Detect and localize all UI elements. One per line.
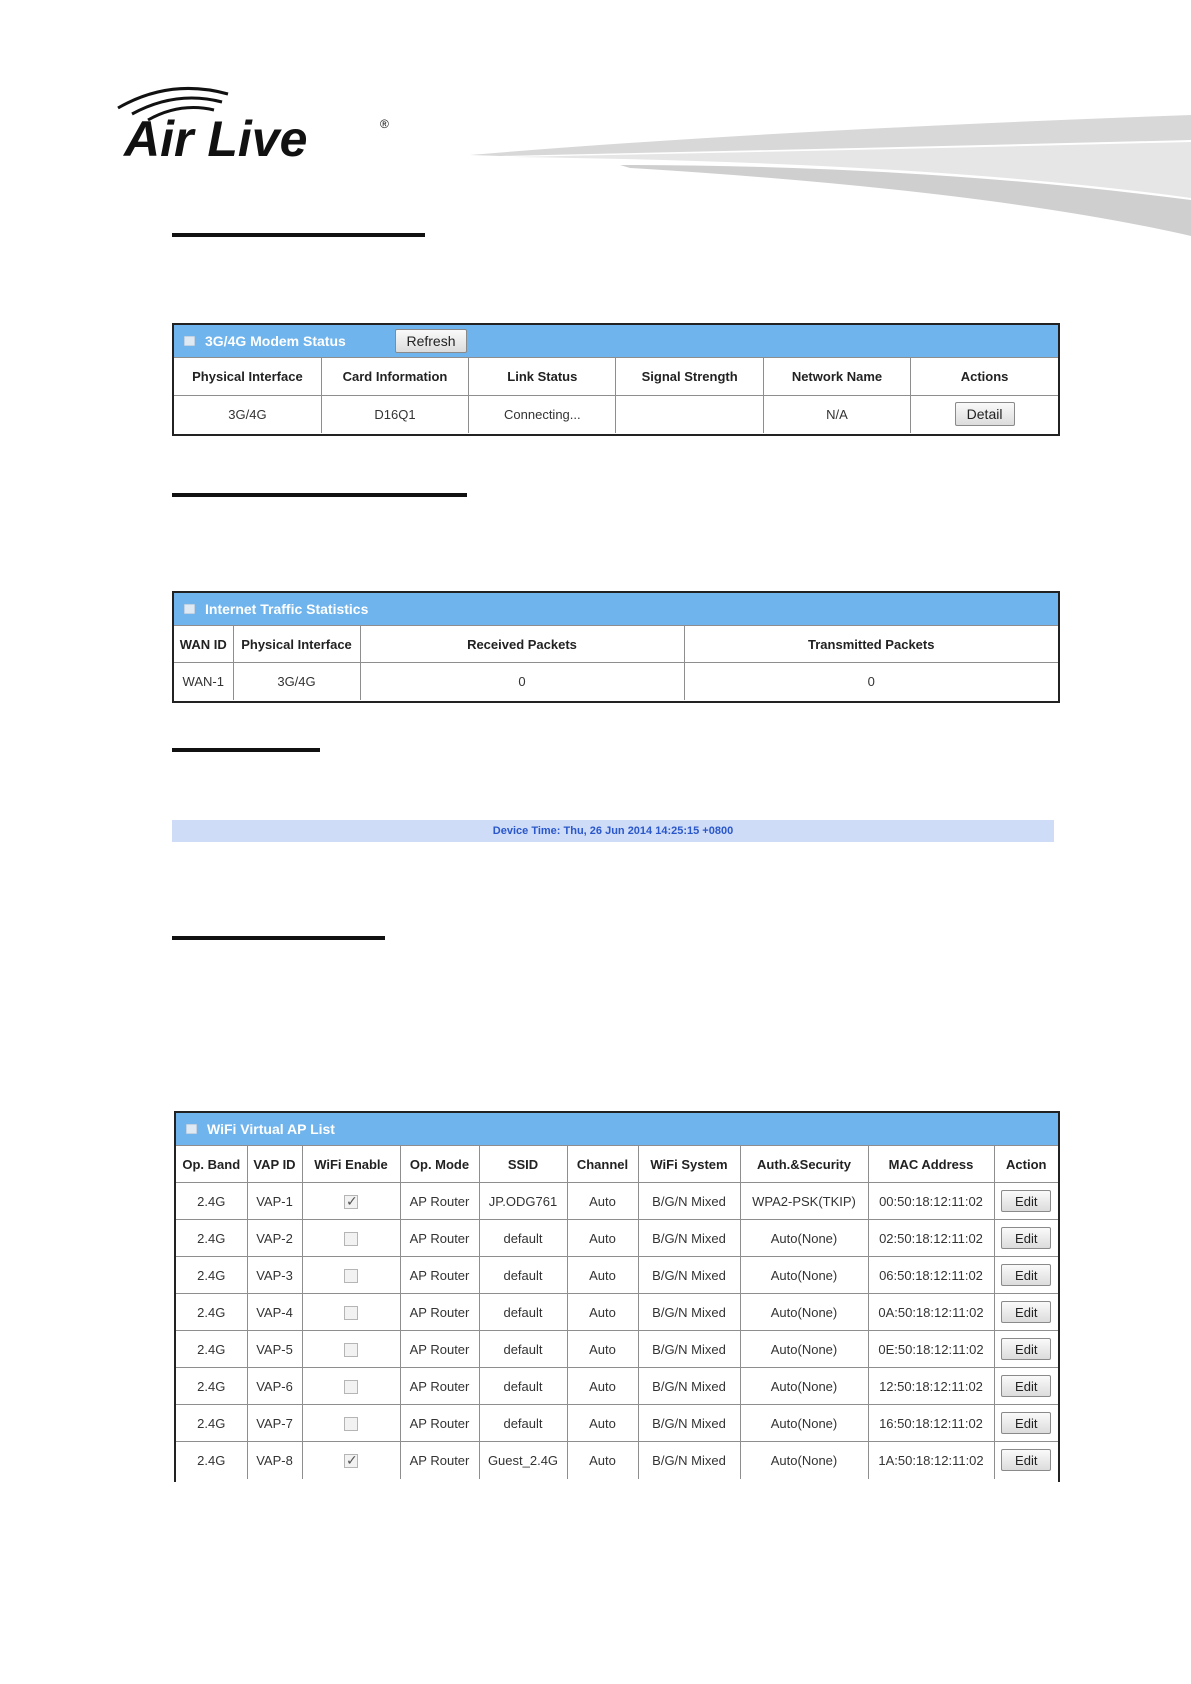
cell-wifi-system: B/G/N Mixed xyxy=(638,1294,740,1331)
header-ssid: SSID xyxy=(479,1146,567,1183)
cell-received: 0 xyxy=(360,663,684,700)
cell-op-band: 2.4G xyxy=(176,1442,247,1479)
cell-interface: 3G/4G xyxy=(233,663,360,700)
header-auth-security: Auth.&Security xyxy=(740,1146,868,1183)
cell-auth-security: Auto(None) xyxy=(740,1220,868,1257)
cell-ssid: default xyxy=(479,1294,567,1331)
modem-status-table xyxy=(174,357,1058,433)
wifi-enable-checkbox[interactable] xyxy=(344,1195,358,1209)
cell-mac-address: 12:50:18:12:11:02 xyxy=(868,1368,994,1405)
cell-mac-address: 16:50:18:12:11:02 xyxy=(868,1405,994,1442)
wifi-enable-checkbox[interactable] xyxy=(344,1306,358,1320)
table-row xyxy=(176,1442,1058,1479)
cell-auth-security: Auto(None) xyxy=(740,1405,868,1442)
traffic-stats-title: Internet Traffic Statistics xyxy=(205,601,369,617)
wifi-vap-title: WiFi Virtual AP List xyxy=(207,1121,335,1137)
wifi-vap-table xyxy=(176,1145,1058,1479)
table-row xyxy=(176,1368,1058,1405)
cell-wifi-system: B/G/N Mixed xyxy=(638,1183,740,1220)
cell-ssid: default xyxy=(479,1220,567,1257)
cell-channel: Auto xyxy=(567,1368,638,1405)
cell-channel: Auto xyxy=(567,1405,638,1442)
cell-vap-id: VAP-8 xyxy=(247,1442,302,1479)
cell-ssid: JP.ODG761 xyxy=(479,1183,567,1220)
cell-mac-address: 0A:50:18:12:11:02 xyxy=(868,1294,994,1331)
cell-action xyxy=(994,1405,1058,1442)
cell-transmitted: 0 xyxy=(684,663,1058,700)
wifi-enable-checkbox[interactable] xyxy=(344,1343,358,1357)
cell-ssid: Guest_2.4G xyxy=(479,1442,567,1479)
cell-mac-address: 06:50:18:12:11:02 xyxy=(868,1257,994,1294)
panel-bullet-icon xyxy=(184,604,195,614)
wifi-enable-checkbox[interactable] xyxy=(344,1454,358,1468)
cell-channel: Auto xyxy=(567,1257,638,1294)
cell-wifi-enable xyxy=(302,1442,400,1479)
header-physical-interface: Physical Interface xyxy=(174,358,321,396)
cell-channel: Auto xyxy=(567,1294,638,1331)
edit-button[interactable]: Edit xyxy=(1001,1412,1051,1434)
cell-wifi-enable xyxy=(302,1368,400,1405)
modem-status-panel xyxy=(172,323,1060,436)
wifi-enable-checkbox[interactable] xyxy=(344,1417,358,1431)
cell-op-band: 2.4G xyxy=(176,1294,247,1331)
cell-wan-id: WAN-1 xyxy=(174,663,233,700)
cell-op-mode: AP Router xyxy=(400,1331,479,1368)
cell-auth-security: Auto(None) xyxy=(740,1257,868,1294)
table-row xyxy=(176,1220,1058,1257)
traffic-stats-table xyxy=(174,625,1058,700)
traffic-stats-panel xyxy=(172,591,1060,703)
cell-action xyxy=(994,1368,1058,1405)
cell-op-mode: AP Router xyxy=(400,1368,479,1405)
cell-op-mode: AP Router xyxy=(400,1220,479,1257)
cell-mac-address: 00:50:18:12:11:02 xyxy=(868,1183,994,1220)
cell-op-band: 2.4G xyxy=(176,1257,247,1294)
modem-status-title: 3G/4G Modem Status xyxy=(205,333,346,349)
cell-op-band: 2.4G xyxy=(176,1220,247,1257)
cell-ssid: default xyxy=(479,1331,567,1368)
cell-auth-security: Auto(None) xyxy=(740,1368,868,1405)
edit-button[interactable]: Edit xyxy=(1001,1449,1051,1471)
cell-op-band: 2.4G xyxy=(176,1405,247,1442)
header-swoosh-graphic xyxy=(470,110,1191,240)
cell-ssid: default xyxy=(479,1405,567,1442)
cell-op-band: 2.4G xyxy=(176,1331,247,1368)
wireless-waves-icon xyxy=(110,80,410,170)
logo-text: Air Live xyxy=(124,111,308,167)
wifi-enable-checkbox[interactable] xyxy=(344,1380,358,1394)
panel-bullet-icon xyxy=(184,336,195,346)
edit-button[interactable]: Edit xyxy=(1001,1375,1051,1397)
cell-op-mode: AP Router xyxy=(400,1442,479,1479)
header-op-band: Op. Band xyxy=(176,1146,247,1183)
airlive-logo xyxy=(110,80,410,170)
cell-signal xyxy=(616,396,763,433)
cell-action xyxy=(994,1257,1058,1294)
header-actions: Actions xyxy=(911,358,1058,396)
header-op-mode: Op. Mode xyxy=(400,1146,479,1183)
table-row xyxy=(174,396,1058,433)
detail-button[interactable]: Detail xyxy=(955,402,1015,426)
cell-mac-address: 0E:50:18:12:11:02 xyxy=(868,1331,994,1368)
edit-button[interactable]: Edit xyxy=(1001,1190,1051,1212)
cell-vap-id: VAP-5 xyxy=(247,1331,302,1368)
cell-channel: Auto xyxy=(567,1442,638,1479)
cell-wifi-enable xyxy=(302,1220,400,1257)
cell-auth-security: Auto(None) xyxy=(740,1331,868,1368)
cell-wifi-enable xyxy=(302,1257,400,1294)
section-rule-traffic xyxy=(172,493,467,497)
header-received-packets: Received Packets xyxy=(360,626,684,663)
cell-action xyxy=(994,1442,1058,1479)
section-rule-modem xyxy=(172,233,425,237)
edit-button[interactable]: Edit xyxy=(1001,1301,1051,1323)
traffic-stats-header xyxy=(174,593,1058,625)
wifi-vap-header xyxy=(176,1113,1058,1145)
cell-auth-security: Auto(None) xyxy=(740,1442,868,1479)
cell-link-status: Connecting... xyxy=(469,396,616,433)
cell-auth-security: WPA2-PSK(TKIP) xyxy=(740,1183,868,1220)
cell-action xyxy=(994,1220,1058,1257)
cell-op-mode: AP Router xyxy=(400,1405,479,1442)
cell-vap-id: VAP-2 xyxy=(247,1220,302,1257)
edit-button[interactable]: Edit xyxy=(1001,1227,1051,1249)
device-time-bar: Device Time: Thu, 26 Jun 2014 14:25:15 +0800 xyxy=(172,820,1054,842)
cell-op-mode: AP Router xyxy=(400,1257,479,1294)
cell-wifi-enable xyxy=(302,1183,400,1220)
cell-vap-id: VAP-6 xyxy=(247,1368,302,1405)
cell-action xyxy=(994,1183,1058,1220)
cell-card: D16Q1 xyxy=(321,396,468,433)
wifi-enable-checkbox[interactable] xyxy=(344,1232,358,1246)
cell-wifi-system: B/G/N Mixed xyxy=(638,1220,740,1257)
cell-wifi-system: B/G/N Mixed xyxy=(638,1368,740,1405)
cell-ssid: default xyxy=(479,1368,567,1405)
header-wifi-enable: WiFi Enable xyxy=(302,1146,400,1183)
edit-button[interactable]: Edit xyxy=(1001,1338,1051,1360)
wifi-enable-checkbox[interactable] xyxy=(344,1269,358,1283)
header-wan-id: WAN ID xyxy=(174,626,233,663)
cell-op-band: 2.4G xyxy=(176,1183,247,1220)
cell-network-name: N/A xyxy=(763,396,910,433)
header-transmitted-packets: Transmitted Packets xyxy=(684,626,1058,663)
cell-vap-id: VAP-3 xyxy=(247,1257,302,1294)
cell-mac-address: 1A:50:18:12:11:02 xyxy=(868,1442,994,1479)
table-row xyxy=(174,663,1058,700)
table-row xyxy=(176,1294,1058,1331)
cell-wifi-enable xyxy=(302,1331,400,1368)
cell-channel: Auto xyxy=(567,1183,638,1220)
cell-action xyxy=(994,1294,1058,1331)
header-wifi-system: WiFi System xyxy=(638,1146,740,1183)
edit-button[interactable]: Edit xyxy=(1001,1264,1051,1286)
section-rule-time xyxy=(172,748,320,752)
cell-wifi-enable xyxy=(302,1405,400,1442)
cell-channel: Auto xyxy=(567,1220,638,1257)
header-signal-strength: Signal Strength xyxy=(616,358,763,396)
header-physical-interface: Physical Interface xyxy=(233,626,360,663)
modem-status-header xyxy=(174,325,1058,357)
cell-action xyxy=(911,396,1058,433)
cell-channel: Auto xyxy=(567,1331,638,1368)
header-link-status: Link Status xyxy=(469,358,616,396)
cell-interface: 3G/4G xyxy=(174,396,321,433)
cell-mac-address: 02:50:18:12:11:02 xyxy=(868,1220,994,1257)
cell-vap-id: VAP-4 xyxy=(247,1294,302,1331)
table-row xyxy=(176,1257,1058,1294)
cell-action xyxy=(994,1331,1058,1368)
cell-vap-id: VAP-7 xyxy=(247,1405,302,1442)
header-channel: Channel xyxy=(567,1146,638,1183)
cell-op-band: 2.4G xyxy=(176,1368,247,1405)
wifi-vap-panel xyxy=(174,1111,1060,1482)
cell-wifi-system: B/G/N Mixed xyxy=(638,1442,740,1479)
refresh-button[interactable]: Refresh xyxy=(395,329,467,353)
cell-vap-id: VAP-1 xyxy=(247,1183,302,1220)
section-rule-wifi xyxy=(172,936,385,940)
header-network-name: Network Name xyxy=(763,358,910,396)
header-mac-address: MAC Address xyxy=(868,1146,994,1183)
panel-bullet-icon xyxy=(186,1124,197,1134)
registered-mark: ® xyxy=(380,117,389,131)
cell-wifi-enable xyxy=(302,1294,400,1331)
cell-op-mode: AP Router xyxy=(400,1294,479,1331)
table-row xyxy=(176,1331,1058,1368)
cell-wifi-system: B/G/N Mixed xyxy=(638,1257,740,1294)
cell-wifi-system: B/G/N Mixed xyxy=(638,1405,740,1442)
cell-wifi-system: B/G/N Mixed xyxy=(638,1331,740,1368)
header-action: Action xyxy=(994,1146,1058,1183)
table-row xyxy=(176,1405,1058,1442)
cell-ssid: default xyxy=(479,1257,567,1294)
header-card-information: Card Information xyxy=(321,358,468,396)
cell-auth-security: Auto(None) xyxy=(740,1294,868,1331)
table-row xyxy=(176,1183,1058,1220)
cell-op-mode: AP Router xyxy=(400,1183,479,1220)
header-vap-id: VAP ID xyxy=(247,1146,302,1183)
